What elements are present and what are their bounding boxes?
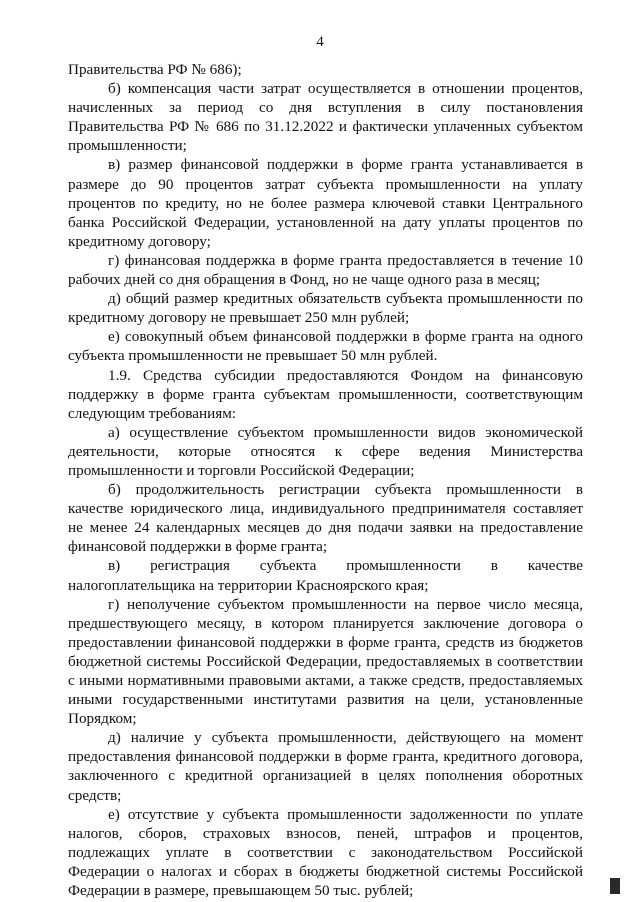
paragraph-req-a: а) осуществление субъектом промышленности видов экономической деятельности, которые относятся к сфере ведения Министерства промышленности и торговли Российской Федерации;: [68, 423, 583, 479]
paragraph-req-v: в) регистрация субъекта промышленности в качестве налогоплательщика на территории Красноярского края;: [68, 557, 583, 594]
paragraph-req-g: г) неполучение субъектом промышленности на первое число месяца, предшествующего месяцу, в котором планируется заключение договора о предоставлении финансовой поддержки в форме гранта, средств из бюджетов бюджетной системы Российской Федерации, предоставляемых в соответствии с иными нормативными правовыми актами, а также средств, предоставляемых иными государственными институтами развития на цели, установленные Порядком;: [68, 595, 583, 728]
paragraph-req-b: б) продолжительность регистрации субъекта промышленности в качестве юридического лица, индивидуального предпринимателя составляет не менее 24 календарных месяцев до дня подачи заявки на предоставление финансовой поддержки в форме гранта;: [68, 481, 583, 556]
paragraph-req-d: д) наличие у субъекта промышленности, действующего на момент предоставления финансовой поддержки в форме гранта, кредитного договора, заключенного с кредитной организацией в целях пополнения оборотных средств;: [68, 729, 583, 804]
paragraph-continuation: Правительства РФ № 686);: [68, 61, 242, 78]
scan-edge-mark: [610, 878, 620, 894]
paragraph-item-v: в) размер финансовой поддержки в форме гранта устанавливается в размере до 90 процентов затрат субъекта промышленности на уплату процентов по кредиту, но не более размера ключевой ставки Центрального банка Российской Федерации, установленной на дату уплаты процентов по кредитному договору;: [68, 156, 583, 250]
page-number: 4: [316, 34, 324, 50]
paragraph-req-e: е) отсутствие у субъекта промышленности задолженности по уплате налогов, сборов, страховых взносов, пеней, штрафов и процентов, подлежащих уплате в соответствии с законодательством Российской Федерации о налогах и сборах в бюджеты бюджетной системы Российской Федерации в размере, превышающем 50 тыс. рублей;: [68, 805, 583, 900]
paragraph-item-b: б) компенсация части затрат осуществляется в отношении процентов, начисленных за период со дня вступления в силу постановления Правительства РФ № 686 по 31.12.2022 и фактически уплаченных субъектом промышленности;: [68, 80, 583, 155]
document-body: [68, 60, 583, 900]
paragraph-section-1-9: 1.9. Средства субсидии предоставляются Фондом на финансовую поддержку в форме гранта субъектам промышленности, соответствующим следующим требованиям:: [68, 366, 583, 422]
paragraph-item-g: г) финансовая поддержка в форме гранта предоставляется в течение 10 рабочих дней со дня обращения в Фонд, но не чаще одного раза в месяц;: [68, 251, 583, 289]
paragraph-item-d: д) общий размер кредитных обязательств субъекта промышленности по кредитному договору не превышает 250 млн рублей;: [68, 290, 583, 327]
paragraph-item-e: е) совокупный объем финансовой поддержки в форме гранта на одного субъекта промышленности не превышает 50 млн рублей.: [68, 328, 583, 365]
